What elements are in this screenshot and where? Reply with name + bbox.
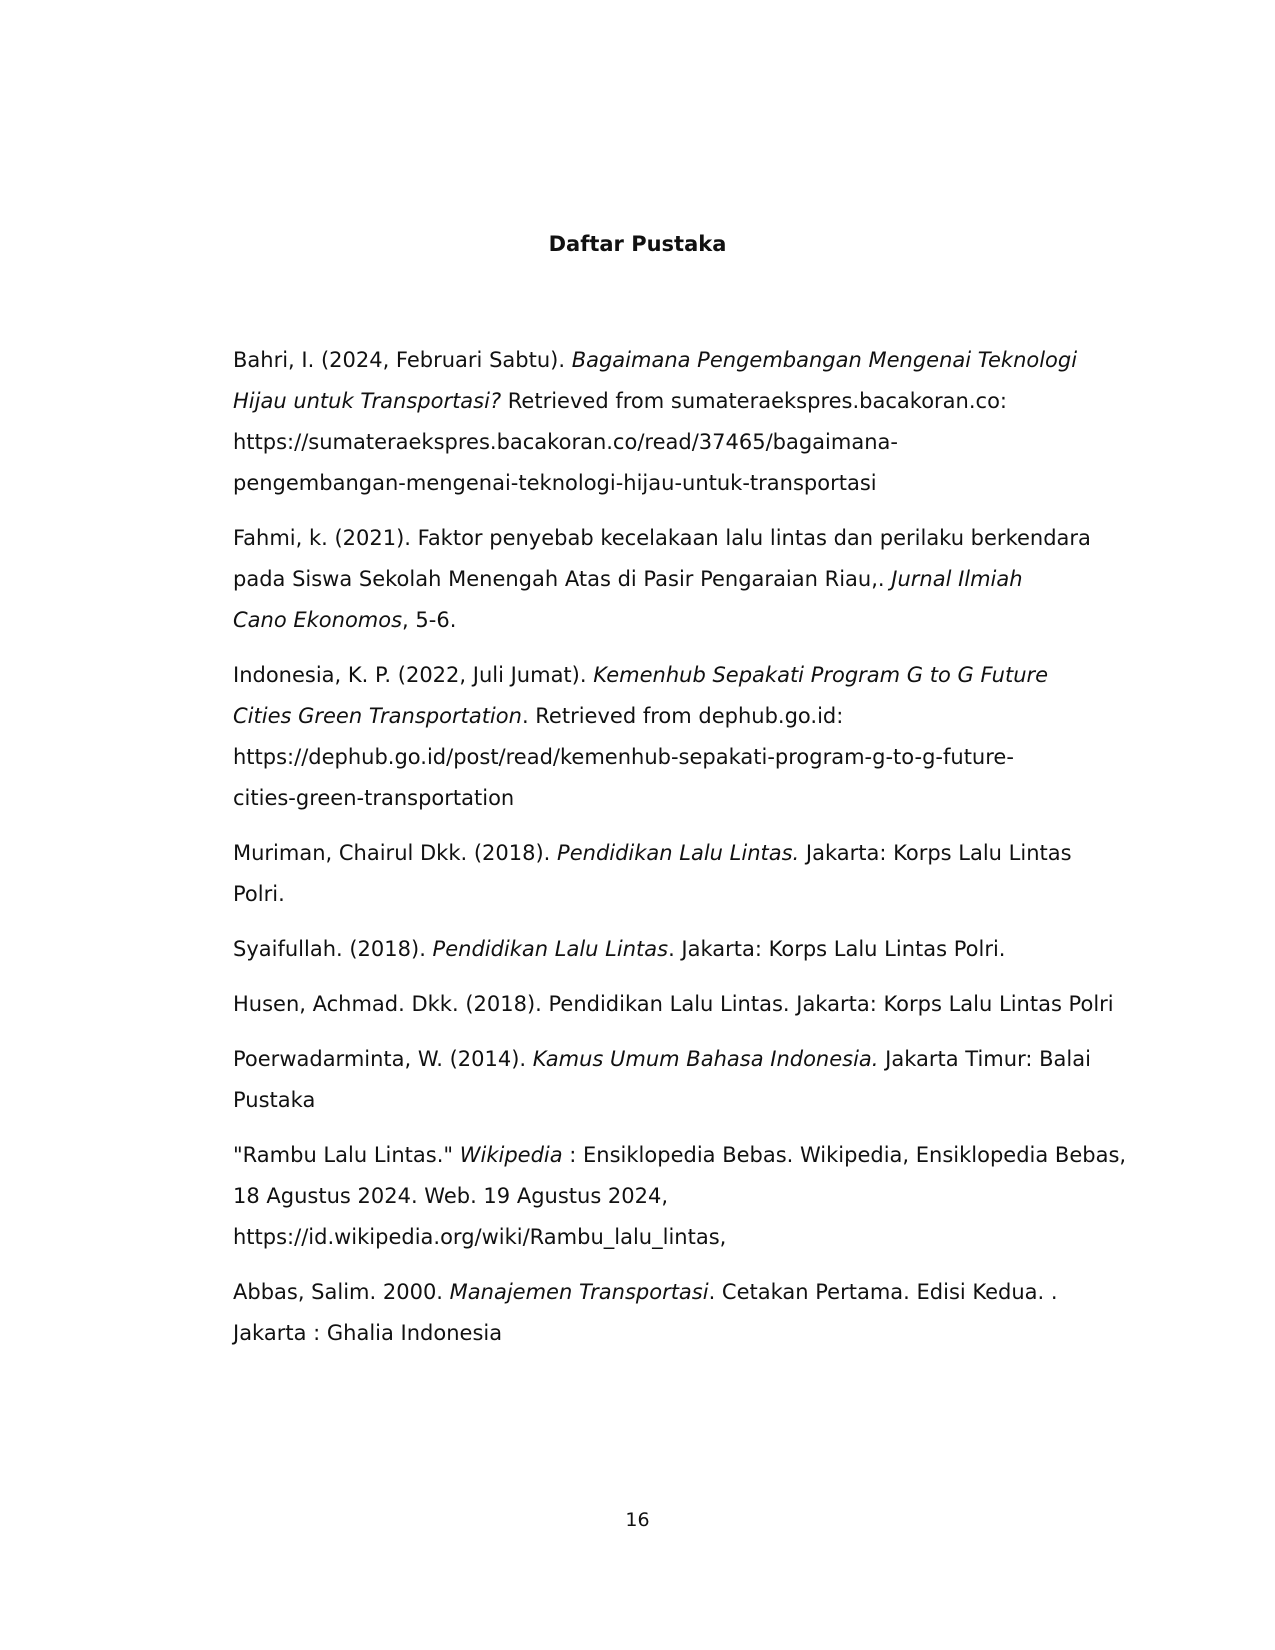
reference-journal: Cano Ekonomos — [233, 608, 403, 632]
reference-entry — [233, 1272, 1088, 1354]
reference-title: Kamus Umum Bahasa Indonesia. — [532, 1047, 879, 1071]
reference-text: Fahmi, k. (2021). Faktor penyebab kecelakaan lalu lintas dan perilaku berkendara — [233, 526, 1091, 550]
reference-entry — [233, 929, 1088, 970]
reference-journal: Jurnal Ilmiah — [891, 567, 1023, 591]
reference-entry — [233, 655, 1088, 819]
reference-list — [233, 340, 1127, 1368]
reference-entry — [233, 1135, 1127, 1258]
reference-url: pengembangan-mengenai-teknologi-hijau-untuk-transportasi — [233, 471, 877, 495]
page-number: 16 — [625, 1509, 650, 1531]
reference-text: pada Siswa Sekolah Menengah Atas di Pasir Pengaraian Riau,. — [233, 567, 892, 591]
reference-title: Manajemen Transportasi — [449, 1280, 709, 1304]
reference-title: Cities Green Transportation — [233, 704, 522, 728]
reference-text: Pustaka — [233, 1088, 316, 1112]
reference-entry — [233, 984, 1114, 1025]
reference-text: 18 Agustus 2024. Web. 19 Agustus 2024, — [233, 1184, 669, 1208]
reference-title: Hijau untuk Transportasi? — [233, 389, 502, 413]
reference-text: Muriman, Chairul Dkk. (2018). — [233, 841, 558, 865]
reference-text: Polri. — [233, 882, 285, 906]
reference-text: Poerwadarminta, W. (2014). — [233, 1047, 533, 1071]
reference-url: cities-green-transportation — [233, 786, 515, 810]
reference-title: Wikipedia — [459, 1143, 563, 1167]
reference-text: Bahri, I. (2024, Februari Sabtu). — [233, 348, 572, 372]
reference-entry — [233, 340, 1088, 504]
reference-url: https://id.wikipedia.org/wiki/Rambu_lalu_lintas, — [233, 1225, 727, 1249]
reference-text: . Retrieved from dephub.go.id: — [521, 704, 844, 728]
reference-url: https://dephub.go.id/post/read/kemenhub-sepakati-program-g-to-g-future- — [233, 745, 1014, 769]
reference-title: Kemenhub Sepakati Program G to G Future — [593, 663, 1049, 687]
reference-text: Retrieved from sumateraekspres.bacakoran.co: — [501, 389, 1007, 413]
reference-entry — [233, 833, 1088, 915]
reference-text: "Rambu Lalu Lintas." — [233, 1143, 460, 1167]
reference-text: Husen, Achmad. Dkk. (2018). Pendidikan Lalu Lintas. Jakarta: Korps Lalu Lintas Polri — [233, 992, 1114, 1016]
reference-text: Jakarta : Ghalia Indonesia — [233, 1321, 503, 1345]
reference-title: Pendidikan Lalu Lintas — [432, 937, 669, 961]
reference-text: Indonesia, K. P. (2022, Juli Jumat). — [233, 663, 594, 687]
reference-url: https://sumateraekspres.bacakoran.co/read/37465/bagaimana- — [233, 430, 898, 454]
reference-text: Abbas, Salim. 2000. — [233, 1280, 450, 1304]
reference-title: Bagaimana Pengembangan Mengenai Teknologi — [571, 348, 1078, 372]
reference-text: Syaifullah. (2018). — [233, 937, 433, 961]
reference-entry — [233, 1039, 1091, 1121]
reference-text: : Ensiklopedia Bebas. Wikipedia, Ensiklopedia Bebas, — [562, 1143, 1127, 1167]
reference-text: . Jakarta: Korps Lalu Lintas Polri. — [668, 937, 1006, 961]
page-title: Daftar Pustaka — [548, 232, 727, 256]
reference-text: Jakarta: Korps Lalu Lintas — [799, 841, 1072, 865]
reference-text: . Cetakan Pertama. Edisi Kedua. . — [708, 1280, 1058, 1304]
reference-entry — [233, 518, 1091, 641]
reference-text: , 5-6. — [402, 608, 457, 632]
reference-title: Pendidikan Lalu Lintas. — [557, 841, 800, 865]
reference-text: Jakarta Timur: Balai — [878, 1047, 1091, 1071]
